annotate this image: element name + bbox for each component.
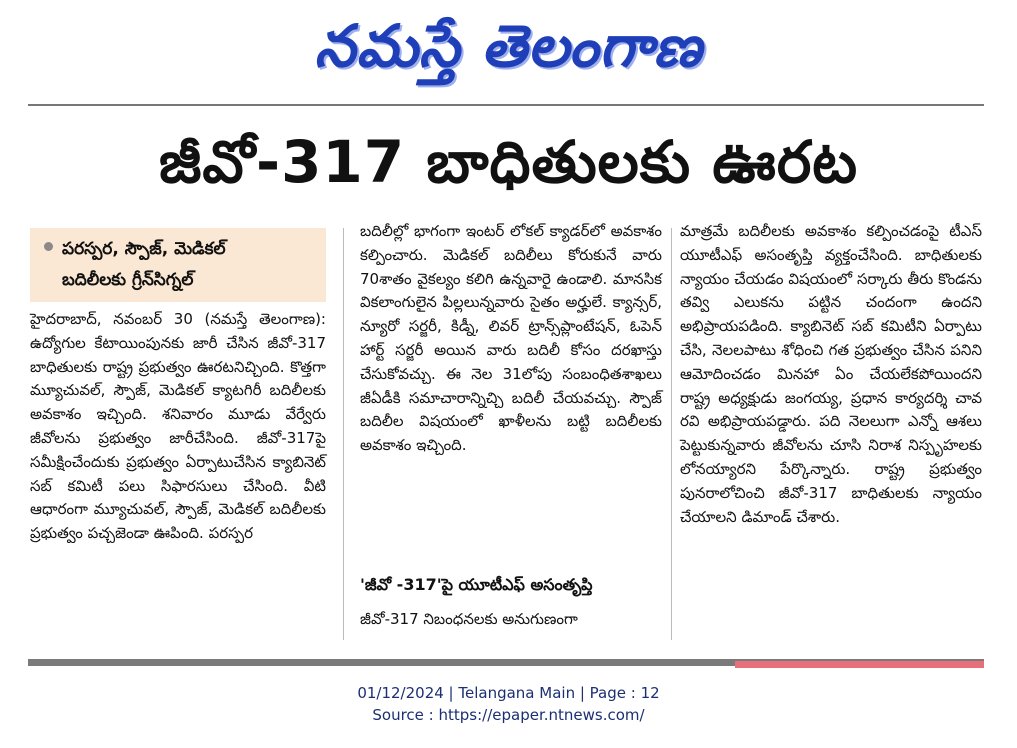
summary-text (62, 234, 322, 296)
source-link[interactable]: Source : https://epaper.ntnews.com/ (372, 706, 645, 724)
article-column-2 (360, 220, 662, 458)
header-divider (28, 104, 984, 106)
headline: జీవో-317 బాధితులకు ఊరట (159, 128, 858, 196)
footer-accent-bar (735, 661, 984, 668)
article-paragraph: జీవో-317 నిబంధనలకు అనుగుణంగా (360, 610, 578, 628)
article-column-1 (30, 308, 326, 546)
edition-info: 01/12/2024 | Telangana Main | Page : 12 (357, 684, 660, 702)
masthead-logo: నమస్తే తెలంగాణ (314, 12, 703, 80)
article-paragraph: హైదరాబాద్, నవంబర్ 30 (నమస్తే తెలంగాణ): ఉద్యోగుల కేటాయింపునకు జారీ చేసిన జీవో-317 బాధితులకు రాష్ట్ర ప్రభుత్వం ఊరటనిచ్చింది. కొత్తగా మ్యూచువల్, స్పౌజ్, మెడికల్ క్యాటగిరీ బదిలీలకు అవకాశం ఇచ్చింది. శనివారం మూడు వేర్వేరు జీవోలను ప్రభుత్వం జారీచేసింది. జీవో-317పై సమీక్షించేందుకు ప్రభుత్వం ఏర్పాటుచేసిన క్యాబినెట్ సబ్ కమిటీ పలు సిఫారసులు చేసింది. వీటి ఆధారంగా మ్యూచువల్, స్పౌజ్, మెడికల్ బదిలీలకు ప్రభుత్వం పచ్చజెండా ఊపింది. పరస్పర (30, 310, 326, 543)
source-footer (0, 682, 1017, 726)
column-divider (343, 228, 344, 640)
bullet-icon (44, 242, 53, 251)
article-paragraph: మాత్రమే బదిలీలకు అవకాశం కల్పించడంపై టీఎస్ యూటీఎఫ్ అసంతృప్తి వ్యక్తంచేసింది. బాధితులకు న్యాయం చేయడం విషయంలో సర్కారు తీరు కొండను తవ్వి ఎలుకను పట్టిన చందంగా ఉందని అభిప్రాయపడింది. క్యాబినెట్ సబ్ కమిటీని ఏర్పాటు చేసి, నెలలపాటు శోధించి గత ప్రభుత్వం చేసిన పనిని ఆమోదించడం మినహా ఏం చేయలేకపోయిందని రాష్ట్ర అధ్యక్షుడు జంగయ్య, ప్రధాన కార్యదర్శి చావ రవి అభిప్రాయపడ్డారు. పది నెలలుగా ఎన్నో ఆశలు పెట్టుకున్నవారు జీవోలను చూసి నిరాశ నిస్పృహలకు లోనయ్యారని పేర్కొన్నారు. రాష్ట్ర ప్రభుత్వం పునరాలోచించి జీవో-317 బాధితులకు న్యాయం చేయాలని డిమాండ్ చేశారు. (680, 222, 982, 526)
article-paragraph: బదిలీల్లో భాగంగా ఇంటర్ లోకల్ క్యాడర్‌లో అవకాశం కల్పించారు. మెడికల్ బదిలీలు కోరుకునే వారు 70శాతం వైకల్యం కలిగి ఉన్నవారై ఉండాలి. మానసిక వికలాంగులైన పిల్లలున్నవారు సైతం అర్హులే. క్యాన్సర్, న్యూరో సర్జరీ, కిడ్నీ, లివర్ ట్రాన్స్‌ప్లాంటేషన్, ఓపెన్ హార్ట్ సర్జరీ అయిన వారు బదిలీ కోసం దరఖాస్తు చేసుకోవచ్చు. ఈ నెల 31లోపు సంబంధితశాఖలు జీఏడీకి సమాచారాన్నిచ్చి బదిలీ చేయవచ్చు. స్పౌజ్ బదిలీల విషయంలో ఖాళీలను బట్టి బదిలీలకు అవకాశం ఇచ్చింది. (360, 222, 662, 455)
article-column-2-continued (360, 608, 662, 632)
article-column-3 (680, 220, 982, 529)
summary-line-1: పరస్పర, స్పౌజ్, మెడికల్ (62, 239, 226, 259)
column-divider (671, 228, 672, 640)
summary-box (30, 228, 326, 302)
summary-line-2: బదిలీలకు గ్రీన్‌సిగ్నల్ (62, 270, 194, 290)
article-subheading: 'జీవో -317'పై యూటీఎఫ్ అసంతృప్తి (360, 575, 593, 594)
